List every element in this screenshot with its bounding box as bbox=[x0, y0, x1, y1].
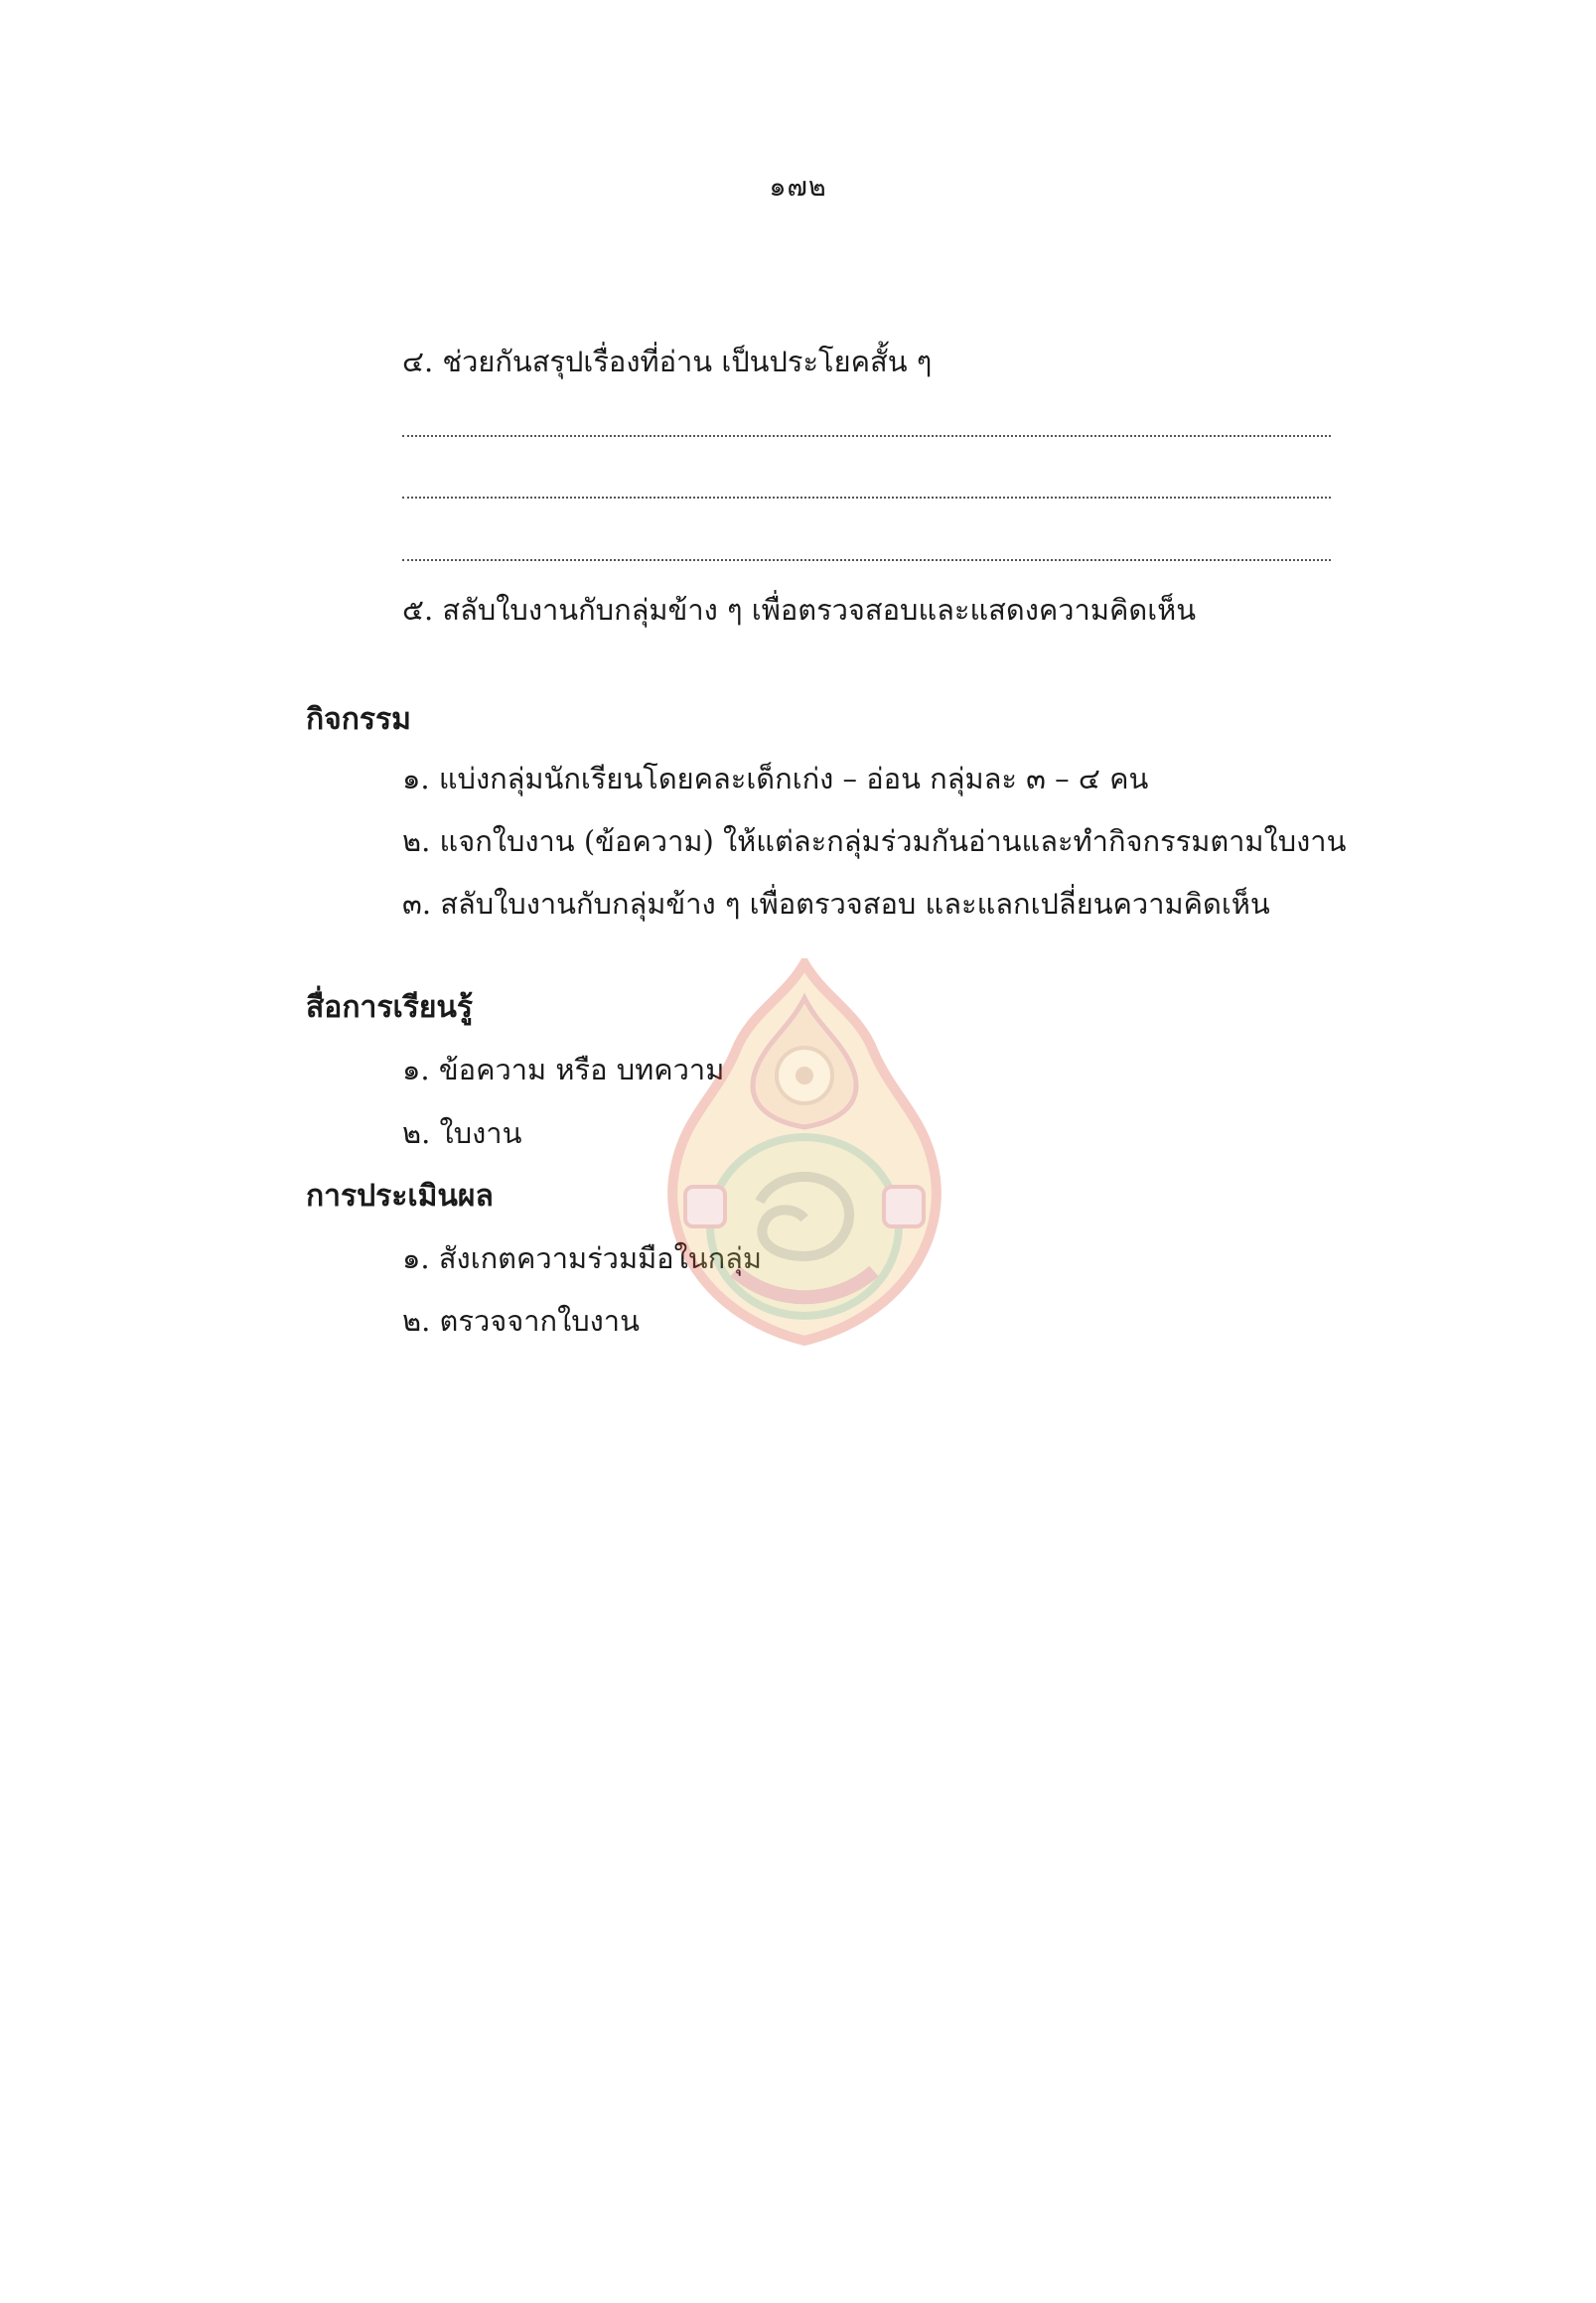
activity-item: ๒. แจกใบงาน (ข้อความ) ให้แต่ละกลุ่มร่วมกันอ่านและทำกิจกรรมตามใบงาน bbox=[402, 824, 1347, 858]
step-5: ๕. สลับใบงานกับกลุ่มข้าง ๆ เพื่อตรวจสอบและแสดงความคิดเห็น bbox=[402, 593, 1197, 627]
activity-item: ๑. แบ่งกลุ่มนักเรียนโดยคละเด็กเก่ง – อ่อน กลุ่มละ ๓ – ๔ คน bbox=[402, 762, 1149, 795]
activities-heading: กิจกรรม bbox=[306, 702, 411, 737]
page-number: ๑๗๒ bbox=[769, 172, 827, 203]
emblem-watermark bbox=[655, 958, 953, 1346]
evaluation-item: ๒. ตรวจจากใบงาน bbox=[402, 1304, 640, 1338]
activity-item: ๓. สลับใบงานกับกลุ่มข้าง ๆ เพื่อตรวจสอบ และแลกเปลี่ยนความคิดเห็น bbox=[402, 887, 1270, 921]
answer-line-2 bbox=[402, 495, 1331, 499]
answer-line-3 bbox=[402, 557, 1331, 561]
media-item: ๑. ข้อความ หรือ บทความ bbox=[402, 1053, 725, 1086]
media-item: ๒. ใบงาน bbox=[402, 1116, 522, 1150]
evaluation-heading: การประเมินผล bbox=[306, 1179, 494, 1214]
evaluation-item: ๑. สังเกตความร่วมมือในกลุ่ม bbox=[402, 1241, 763, 1275]
emblem-seal-icon bbox=[710, 1137, 899, 1316]
media-heading: สื่อการเรียนรู้ bbox=[306, 990, 474, 1025]
answer-line-1 bbox=[402, 433, 1331, 437]
step-4: ๔. ช่วยกันสรุปเรื่องที่อ่าน เป็นประโยคสั้น ๆ bbox=[402, 345, 933, 378]
